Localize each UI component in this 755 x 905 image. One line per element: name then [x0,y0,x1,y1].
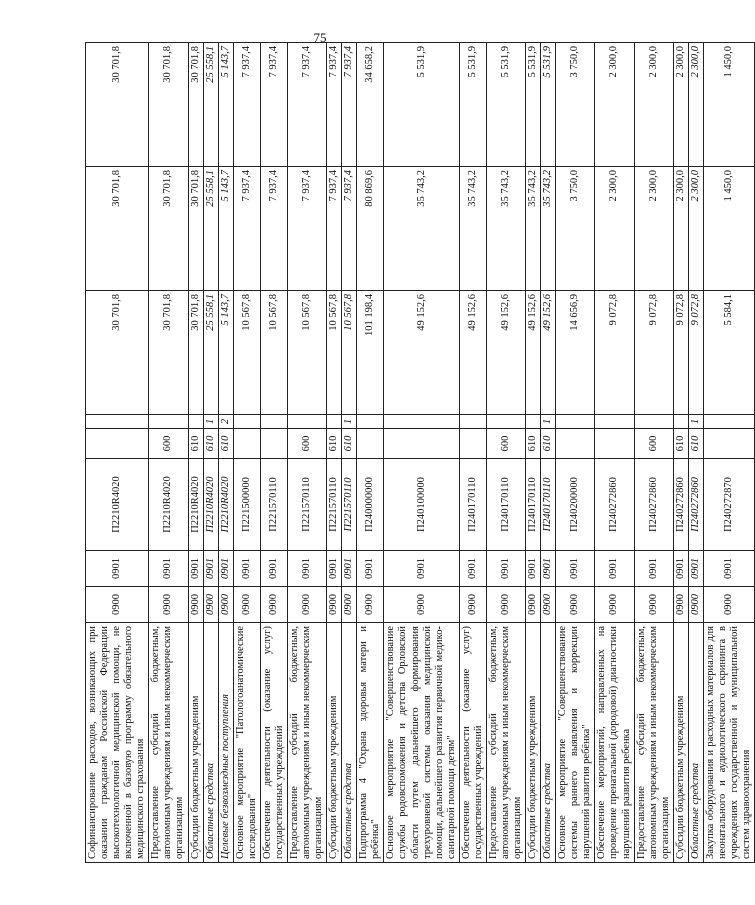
row-amount-1: 10 567,8 [342,290,357,414]
row-target-article-code: П240170110 [486,458,525,550]
row-expense-type-code: 600 [486,428,525,458]
rotated-page-content [85,43,753,863]
row-target-article-code: П240272860 [595,458,634,550]
row-name: Обеспечение деятельности (оказание услуг) государственных учреждений [459,622,486,862]
row-target-article-code: П240000000 [357,458,384,550]
table-row [203,42,218,862]
row-subsection-code: 0901 [149,550,188,586]
row-subsection-code: 0901 [595,550,634,586]
row-source-code [384,414,459,428]
row-section-code: 0900 [203,586,218,622]
row-name: Обеспечение мероприятий, направленных на проведение пренатальной (дородовой) диагностики нарушений развития ребенка [595,622,634,862]
row-name: Предоставление субсидий бюджетным, автономным учреждениям и иным некоммерческим организациям [634,622,673,862]
row-subsection-code: 0901 [673,550,688,586]
row-expense-type-code: 610 [327,428,342,458]
row-amount-1: 9 072,8 [688,290,703,414]
table-row [384,42,459,862]
row-amount-3: 3 750,0 [556,42,595,166]
table-row [541,42,556,862]
row-expense-type-code: 600 [287,428,326,458]
row-section-code: 0900 [634,586,673,622]
row-section-code: 0900 [149,586,188,622]
table-row [688,42,703,862]
row-target-article-code: П2210R4020 [203,458,218,550]
row-amount-2: 25 558,1 [203,166,218,290]
row-amount-3: 5 531,9 [459,42,486,166]
row-expense-type-code [459,428,486,458]
row-expense-type-code: 610 [673,428,688,458]
row-subsection-code: 0901 [526,550,541,586]
row-target-article-code: П240200000 [556,458,595,550]
row-name: Предоставление субсидий бюджетным, автономным учреждениям и иным некоммерческим организациям [287,622,326,862]
row-name: Основное мероприятие "Совершенствование системы раннего выявления и коррекции нарушений развития ребёнка" [556,622,595,862]
row-section-code: 0900 [342,586,357,622]
row-subsection-code: 0901 [688,550,703,586]
row-target-article-code: П2210R4020 [188,458,203,550]
row-name: Областные средства [342,622,357,862]
row-subsection-code: 0901 [233,550,260,586]
row-expense-type-code: 600 [634,428,673,458]
row-amount-3: 7 937,4 [342,42,357,166]
row-amount-1: 49 152,6 [459,290,486,414]
row-source-code [459,414,486,428]
row-target-article-code: П240272870 [703,458,754,550]
row-source-code [673,414,688,428]
row-subsection-code: 0901 [86,550,149,586]
row-subsection-code: 0901 [486,550,525,586]
row-expense-type-code [556,428,595,458]
table-row [673,42,688,862]
row-amount-2: 35 743,2 [526,166,541,290]
row-name: Субсидии бюджетным учреждениям [188,622,203,862]
row-target-article-code: П2210R4020 [149,458,188,550]
table-row [357,42,384,862]
row-amount-3: 25 558,1 [203,42,218,166]
row-amount-1: 10 567,8 [287,290,326,414]
row-amount-3: 2 300,0 [595,42,634,166]
row-expense-type-code: 610 [526,428,541,458]
table-row [260,42,287,862]
row-section-code: 0900 [541,586,556,622]
row-target-article-code: П221570110 [260,458,287,550]
row-name: Субсидии бюджетным учреждениям [526,622,541,862]
row-subsection-code: 0901 [703,550,754,586]
row-amount-2: 7 937,4 [327,166,342,290]
row-target-article-code: П221570110 [327,458,342,550]
table-row [556,42,595,862]
row-amount-3: 7 937,4 [260,42,287,166]
row-source-code [595,414,634,428]
row-name: Субсидии бюджетным учреждениям [673,622,688,862]
row-section-code: 0900 [459,586,486,622]
row-source-code [233,414,260,428]
row-source-code [556,414,595,428]
row-amount-3: 5 531,9 [541,42,556,166]
row-name: Основное мероприятие "Совершенствование службы родовспоможения и детства Орловской области путем дальнейшего формирования трехуровневой системы оказания медицинской помощи, дальнейшего развития первичной медико-санитарной помощи детям" [384,622,459,862]
row-name: Областные средства [203,622,218,862]
row-name: Подпрограмма 4 "Охрана здоровья матери и ребёнка" [357,622,384,862]
row-section-code: 0900 [188,586,203,622]
row-subsection-code: 0901 [634,550,673,586]
row-amount-1: 49 152,6 [526,290,541,414]
row-section-code: 0900 [233,586,260,622]
row-target-article-code: П240170110 [459,458,486,550]
row-name: Целевые безвозмездные поступления [218,622,233,862]
budget-table [85,42,755,863]
row-amount-1: 49 152,6 [541,290,556,414]
row-amount-2: 3 750,0 [556,166,595,290]
row-amount-3: 5 531,9 [384,42,459,166]
table-row [342,42,357,862]
table-row [149,42,188,862]
row-expense-type-code [260,428,287,458]
row-amount-2: 35 743,2 [486,166,525,290]
row-amount-1: 14 656,9 [556,290,595,414]
row-source-code [486,414,525,428]
row-subsection-code: 0901 [556,550,595,586]
row-section-code: 0900 [673,586,688,622]
row-target-article-code: П240170110 [526,458,541,550]
table-row [287,42,326,862]
row-amount-2: 5 143,7 [218,166,233,290]
row-target-article-code: П221570110 [287,458,326,550]
row-amount-1: 5 143,7 [218,290,233,414]
row-name: Предоставление субсидий бюджетным, автономным учреждениям и иным некоммерческим организациям [486,622,525,862]
row-amount-3: 34 658,2 [357,42,384,166]
row-amount-1: 101 198,4 [357,290,384,414]
row-target-article-code: П2210R4020 [86,458,149,550]
row-amount-3: 2 300,0 [634,42,673,166]
row-target-article-code: П221570110 [342,458,357,550]
row-expense-type-code: 600 [149,428,188,458]
row-expense-type-code: 610 [203,428,218,458]
row-source-code: 1 [203,414,218,428]
table-row [233,42,260,862]
row-section-code: 0900 [595,586,634,622]
row-amount-2: 7 937,4 [260,166,287,290]
row-amount-3: 2 300,0 [688,42,703,166]
row-source-code [287,414,326,428]
row-expense-type-code [86,428,149,458]
row-amount-2: 7 937,4 [287,166,326,290]
row-source-code [634,414,673,428]
row-source-code: 1 [688,414,703,428]
row-expense-type-code [233,428,260,458]
row-amount-1: 25 558,1 [203,290,218,414]
row-subsection-code: 0901 [459,550,486,586]
table-row [188,42,203,862]
row-amount-3: 7 937,4 [327,42,342,166]
row-name: Основное мероприятие "Патологоанатомические исследования" [233,622,260,862]
row-section-code: 0900 [703,586,754,622]
row-source-code [260,414,287,428]
table-row [703,42,754,862]
row-name: Закупка оборудования и расходных материалов для неонатального и аудиологического скрининга в учреждениях государственной и муниципальной систем здравоохранения [703,622,754,862]
row-section-code: 0900 [327,586,342,622]
row-name: Субсидии бюджетным учреждениям [327,622,342,862]
table-row [218,42,233,862]
row-expense-type-code [595,428,634,458]
row-amount-2: 1 450,0 [703,166,754,290]
row-section-code: 0900 [86,586,149,622]
row-target-article-code: П240272860 [688,458,703,550]
row-amount-3: 30 701,8 [149,42,188,166]
row-expense-type-code: 610 [342,428,357,458]
row-target-article-code: П240100000 [384,458,459,550]
row-amount-3: 7 937,4 [233,42,260,166]
row-amount-1: 49 152,6 [384,290,459,414]
row-amount-2: 35 743,2 [459,166,486,290]
row-amount-1: 30 701,8 [149,290,188,414]
row-subsection-code: 0901 [357,550,384,586]
row-amount-1: 9 072,8 [673,290,688,414]
row-source-code: 2 [218,414,233,428]
table-row [86,42,149,862]
row-amount-1: 9 072,8 [634,290,673,414]
table-row [486,42,525,862]
row-amount-1: 30 701,8 [188,290,203,414]
table-row [459,42,486,862]
row-amount-3: 30 701,8 [188,42,203,166]
row-amount-2: 2 300,0 [673,166,688,290]
row-amount-2: 30 701,8 [86,166,149,290]
row-amount-3: 5 531,9 [486,42,525,166]
row-amount-2: 2 300,0 [688,166,703,290]
row-amount-3: 7 937,4 [287,42,326,166]
row-subsection-code: 0901 [203,550,218,586]
row-source-code [357,414,384,428]
row-section-code: 0900 [526,586,541,622]
row-expense-type-code: 610 [541,428,556,458]
row-subsection-code: 0901 [342,550,357,586]
row-subsection-code: 0901 [260,550,287,586]
row-amount-2: 2 300,0 [595,166,634,290]
row-amount-3: 1 450,0 [703,42,754,166]
row-expense-type-code [703,428,754,458]
row-section-code: 0900 [556,586,595,622]
row-name: Областные средства [541,622,556,862]
row-expense-type-code: 610 [188,428,203,458]
row-amount-1: 10 567,8 [327,290,342,414]
row-target-article-code: П221500000 [233,458,260,550]
row-expense-type-code: 610 [218,428,233,458]
row-name: Софинансирование расходов, возникающих при оказании гражданам Российской Федерации высокотехнологичной медицинской помощи, не включенной в базовую программу обязательного медицинского страхования [86,622,149,862]
row-source-code [149,414,188,428]
budget-table-body [86,42,755,862]
row-expense-type-code: 610 [688,428,703,458]
row-amount-2: 35 743,2 [541,166,556,290]
row-target-article-code: П2210R4020 [218,458,233,550]
row-amount-2: 2 300,0 [634,166,673,290]
row-section-code: 0900 [218,586,233,622]
row-amount-3: 30 701,8 [86,42,149,166]
page-number: 75 [313,30,327,45]
row-source-code [703,414,754,428]
row-amount-2: 35 743,2 [384,166,459,290]
row-amount-2: 7 937,4 [342,166,357,290]
row-source-code: 1 [541,414,556,428]
row-source-code [526,414,541,428]
row-name: Обеспечение деятельности (оказание услуг) государственных учреждений [260,622,287,862]
table-row [634,42,673,862]
table-row [595,42,634,862]
row-expense-type-code [384,428,459,458]
row-source-code [188,414,203,428]
row-name: Предоставление субсидий бюджетным, автономным учреждениям и иным некоммерческим организациям [149,622,188,862]
row-amount-2: 7 937,4 [233,166,260,290]
row-source-code: 1 [342,414,357,428]
row-subsection-code: 0901 [188,550,203,586]
row-amount-1: 30 701,8 [86,290,149,414]
row-amount-1: 9 072,8 [595,290,634,414]
row-section-code: 0900 [486,586,525,622]
row-amount-1: 10 567,8 [233,290,260,414]
row-subsection-code: 0901 [218,550,233,586]
row-section-code: 0900 [287,586,326,622]
table-row [526,42,541,862]
row-amount-3: 5 143,7 [218,42,233,166]
row-amount-2: 30 701,8 [188,166,203,290]
table-row [327,42,342,862]
row-target-article-code: П240170110 [541,458,556,550]
row-section-code: 0900 [260,586,287,622]
row-section-code: 0900 [357,586,384,622]
row-expense-type-code [357,428,384,458]
row-amount-1: 49 152,6 [486,290,525,414]
row-amount-3: 2 300,0 [673,42,688,166]
row-subsection-code: 0901 [327,550,342,586]
row-target-article-code: П240272860 [634,458,673,550]
row-amount-1: 10 567,8 [260,290,287,414]
row-amount-2: 30 701,8 [149,166,188,290]
row-subsection-code: 0901 [384,550,459,586]
row-amount-2: 80 869,6 [357,166,384,290]
row-subsection-code: 0901 [541,550,556,586]
row-source-code [327,414,342,428]
row-amount-1: 5 584,1 [703,290,754,414]
row-target-article-code: П240272860 [673,458,688,550]
row-section-code: 0900 [688,586,703,622]
row-subsection-code: 0901 [287,550,326,586]
row-source-code [86,414,149,428]
row-amount-3: 5 531,9 [526,42,541,166]
row-section-code: 0900 [384,586,459,622]
row-name: Областные средства [688,622,703,862]
